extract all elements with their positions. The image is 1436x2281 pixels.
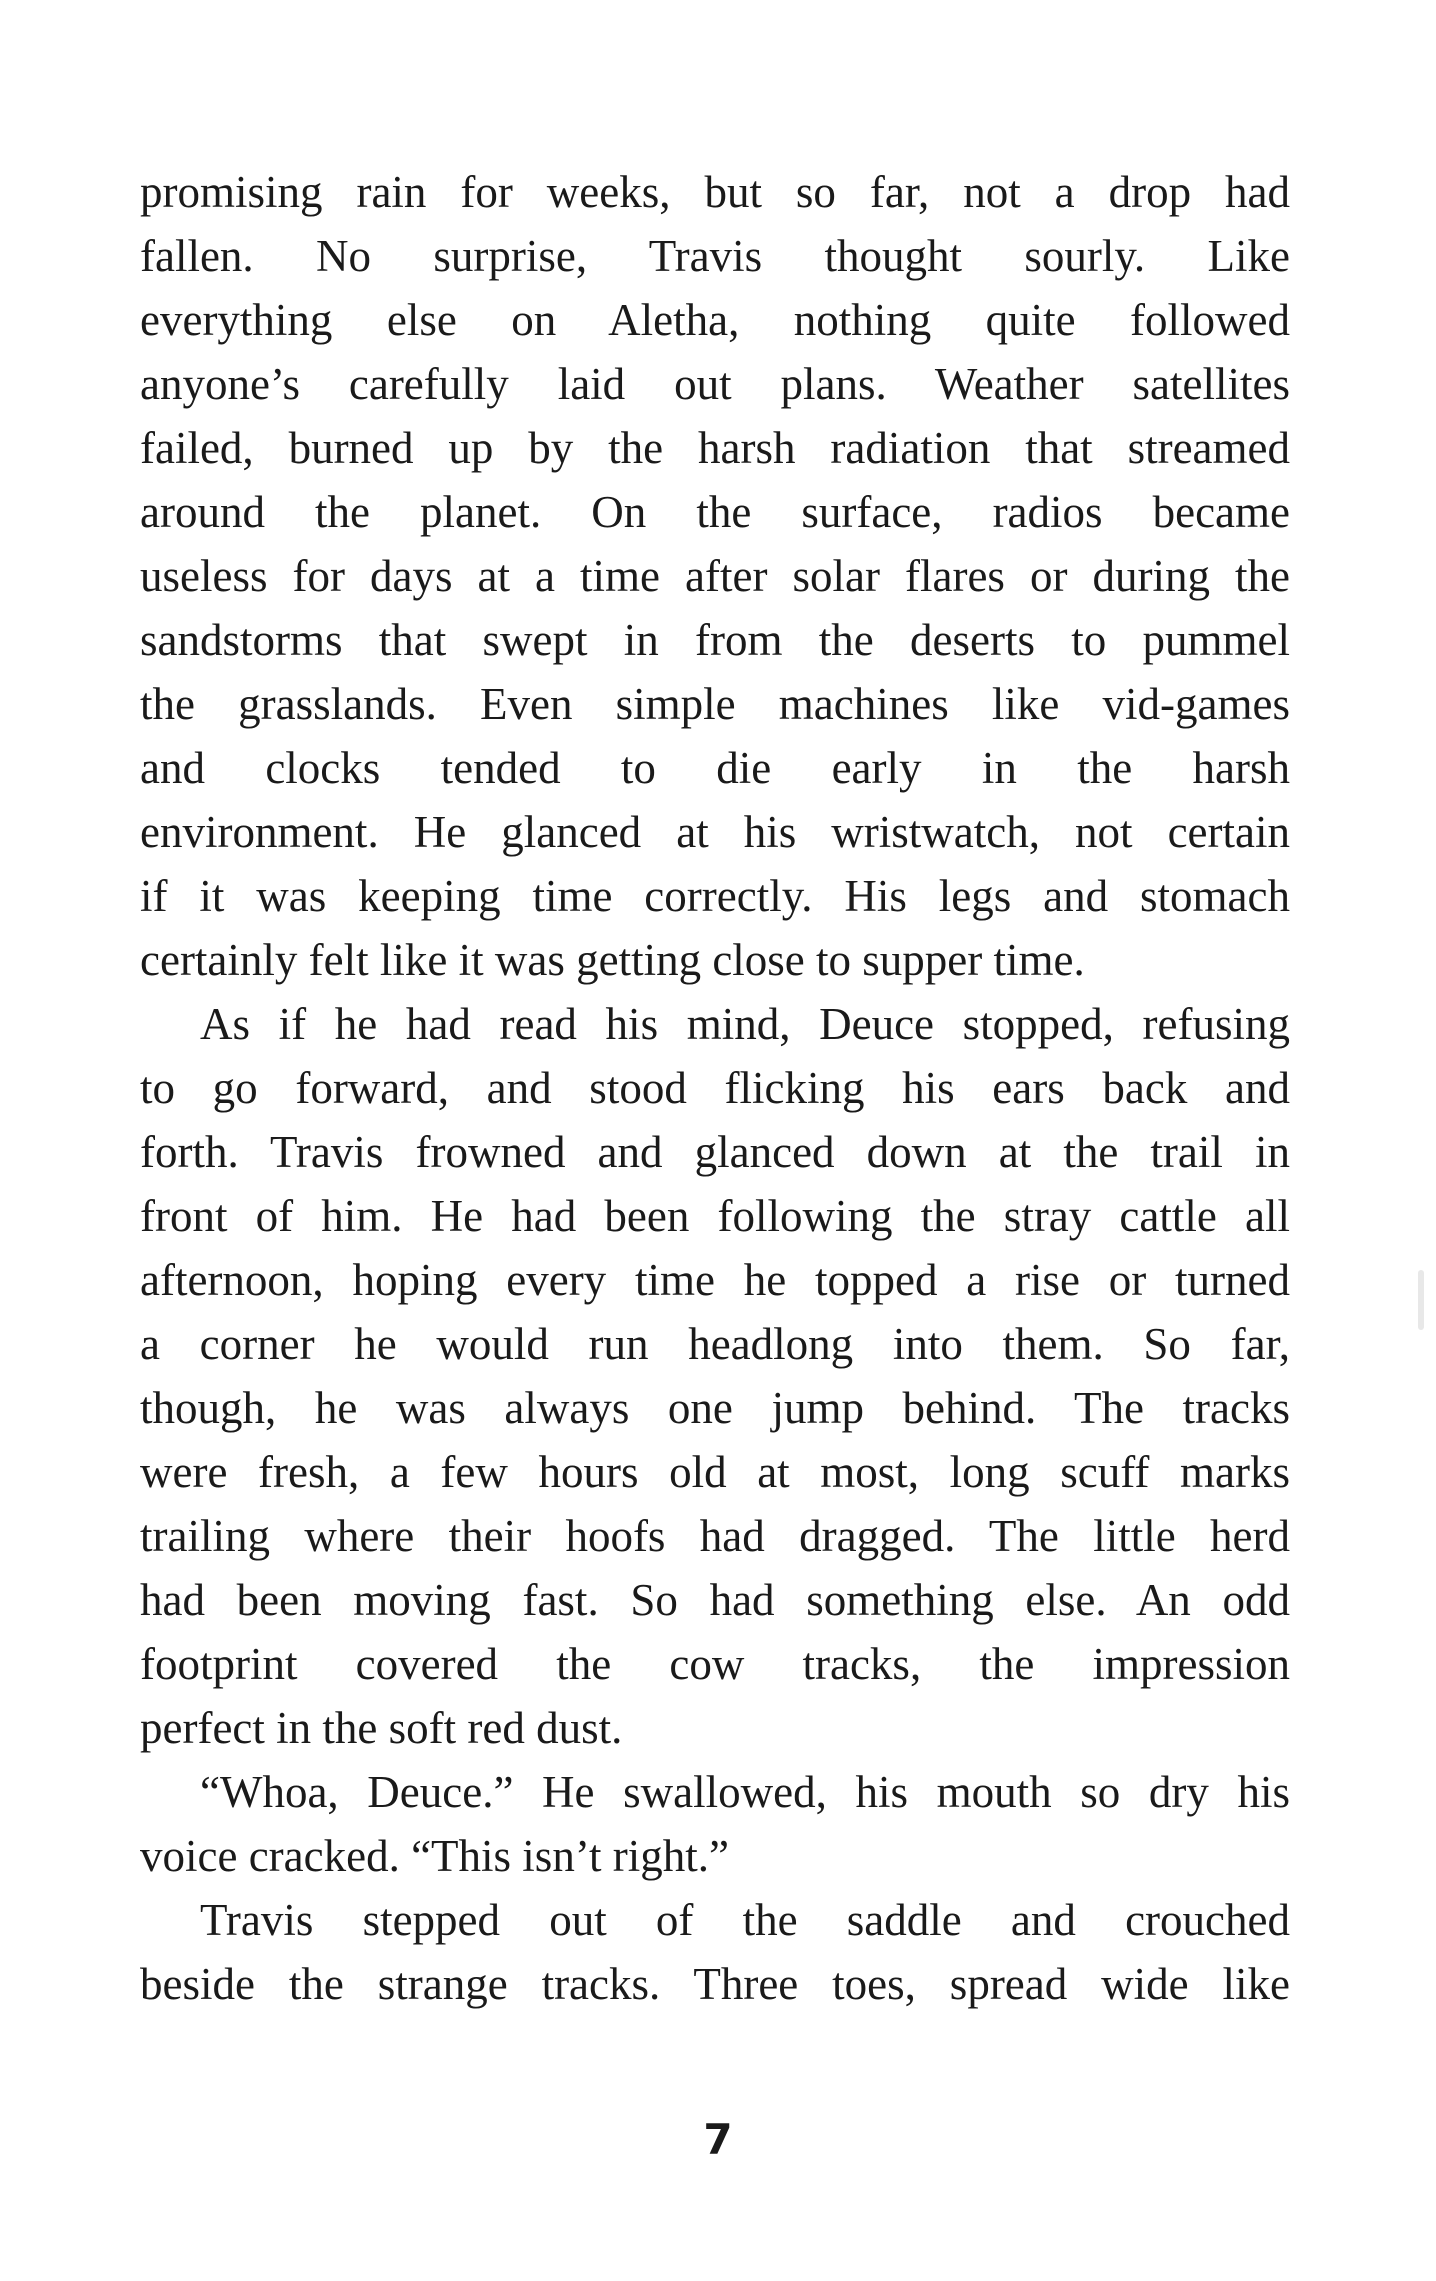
text-line: As if he had read his mind, Deuce stopped, refusing (200, 999, 1290, 1049)
text-line: environment. He glanced at his wristwatch, not certain (140, 807, 1290, 857)
text-line: promising rain for weeks, but so far, not a drop had (140, 167, 1290, 217)
text-line: certainly felt like it was getting close to supper time. (140, 935, 1085, 985)
text-line: voice cracked. “This isn’t right.” (140, 1831, 729, 1881)
text-line: and clocks tended to die early in the harsh (140, 743, 1290, 793)
text-line: if it was keeping time correctly. His legs and stomach (140, 871, 1290, 921)
text-line: Travis stepped out of the saddle and crouched (200, 1895, 1290, 1945)
body-text (140, 160, 1290, 2016)
scan-smudge (1418, 1270, 1424, 1330)
text-line: though, he was always one jump behind. The tracks (140, 1383, 1290, 1433)
text-line: sandstorms that swept in from the deserts to pummel (140, 615, 1290, 665)
text-line: forth. Travis frowned and glanced down at the trail in (140, 1127, 1290, 1177)
text-line: front of him. He had been following the stray cattle all (140, 1191, 1290, 1241)
text-line: footprint covered the cow tracks, the impression (140, 1639, 1290, 1689)
text-line: around the planet. On the surface, radios became (140, 487, 1290, 537)
text-line: were fresh, a few hours old at most, long scuff marks (140, 1447, 1290, 1497)
text-line: “Whoa, Deuce.” He swallowed, his mouth so dry his (200, 1767, 1290, 1817)
text-line: anyone’s carefully laid out plans. Weather satellites (140, 359, 1290, 409)
text-line: a corner he would run headlong into them. So far, (140, 1319, 1290, 1369)
text-line: failed, burned up by the harsh radiation that streamed (140, 423, 1290, 473)
text-line: beside the strange tracks. Three toes, spread wide like (140, 1959, 1290, 2009)
text-line: trailing where their hoofs had dragged. The little herd (140, 1511, 1290, 1561)
text-line: afternoon, hoping every time he topped a rise or turned (140, 1255, 1290, 1305)
text-line: had been moving fast. So had something else. An odd (140, 1575, 1290, 1625)
text-line: everything else on Aletha, nothing quite followed (140, 295, 1290, 345)
text-line: perfect in the soft red dust. (140, 1703, 623, 1753)
text-line: fallen. No surprise, Travis thought sourly. Like (140, 231, 1290, 281)
text-line: the grasslands. Even simple machines like vid-games (140, 679, 1290, 729)
text-line: to go forward, and stood flicking his ears back and (140, 1063, 1290, 1113)
text-line: useless for days at a time after solar flares or during the (140, 551, 1290, 601)
page-number: 7 (703, 2115, 733, 2164)
